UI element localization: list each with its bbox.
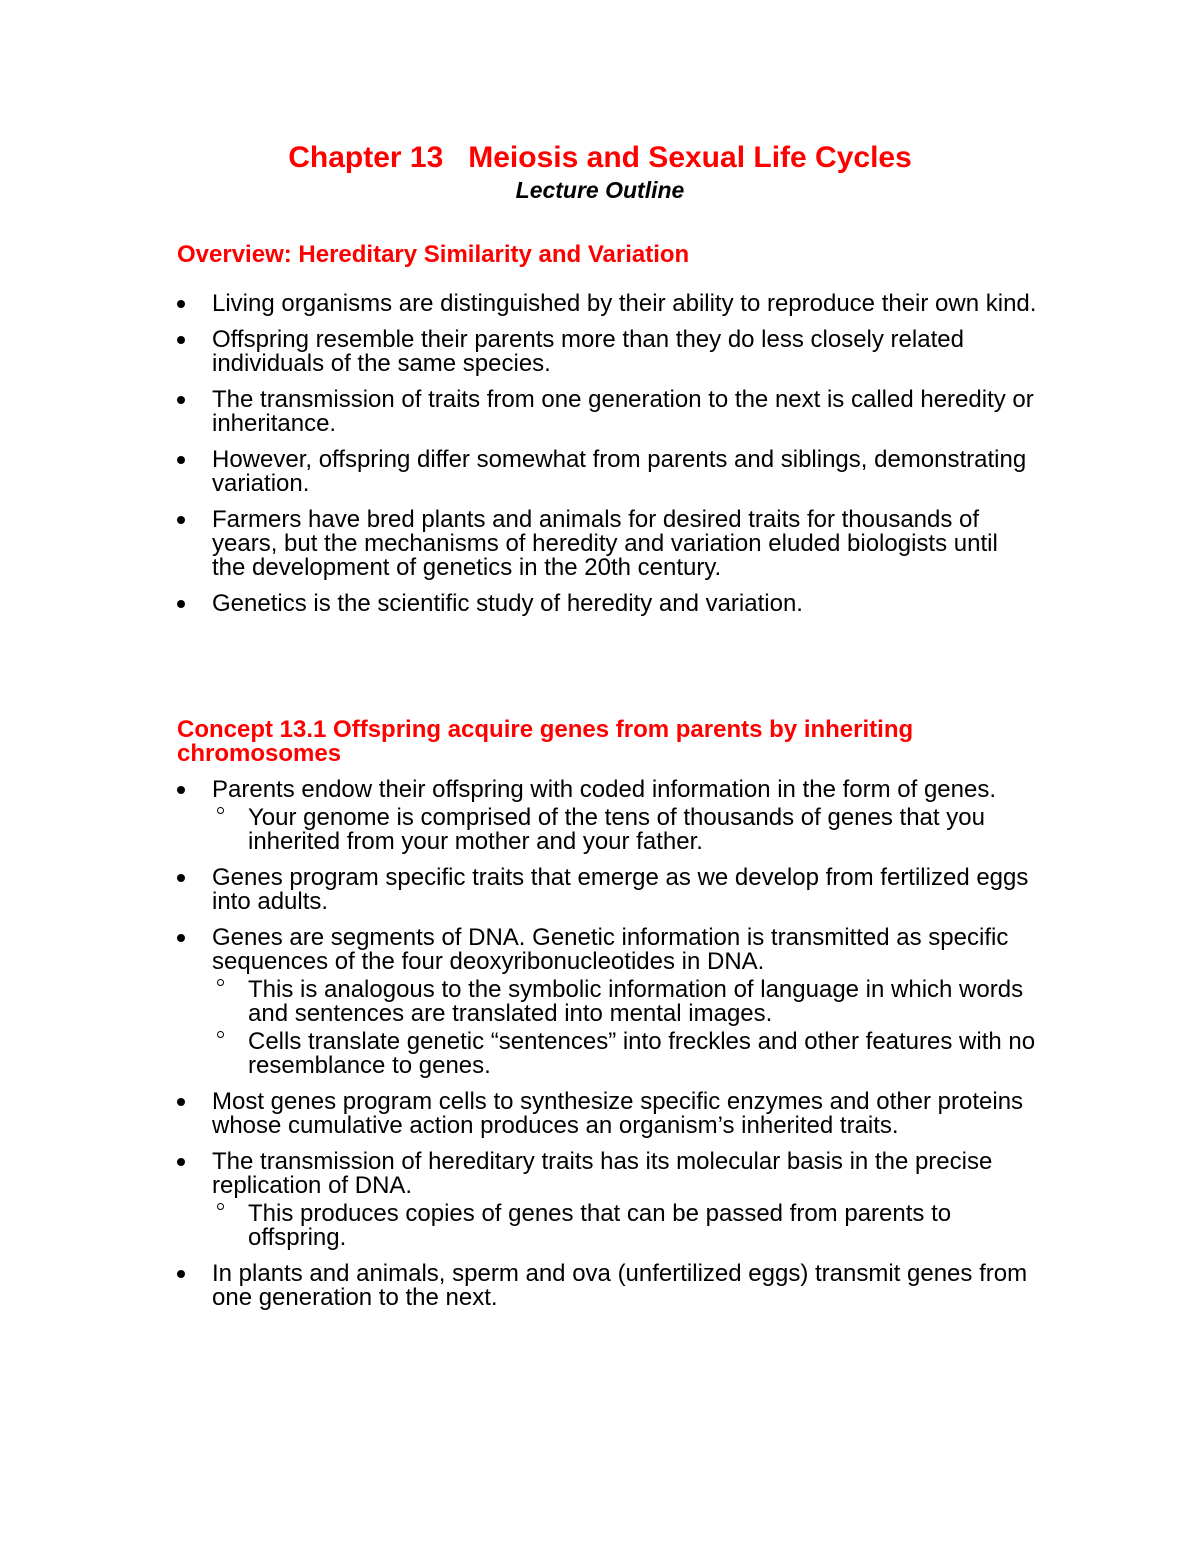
- sub-bullet-item: [212, 806, 1037, 854]
- sub-bullet-ring-icon: [217, 807, 224, 814]
- section-heading: Concept 13.1 Offspring acquire genes from parents by inheriting chromosomes: [177, 716, 914, 767]
- chapter-title: Chapter 13 Meiosis and Sexual Life Cycles: [288, 141, 912, 174]
- bullet-item: [177, 926, 1037, 1078]
- bullet-item: [177, 328, 1037, 376]
- bullet-text: In plants and animals, sperm and ova (unfertilized eggs) transmit genes from one generation to the next.: [212, 1260, 1028, 1311]
- bullet-item: [177, 866, 1037, 914]
- bullet-text: The transmission of traits from one generation to the next is called heredity or inheritance.: [212, 386, 1034, 437]
- bullet-text: However, offspring differ somewhat from parents and siblings, demonstrating variation.: [212, 446, 1027, 497]
- sub-bullet-list: [212, 1202, 1037, 1250]
- bullet-dot-icon: [177, 456, 185, 464]
- sub-bullet-ring-icon: [217, 979, 224, 986]
- bullet-item: [177, 388, 1037, 436]
- sub-bullet-list: [212, 978, 1037, 1078]
- chapter-subtitle: Lecture Outline: [515, 177, 685, 203]
- bullet-text: Most genes program cells to synthesize specific enzymes and other proteins whose cumulative action produces an organism’s inherited traits.: [212, 1088, 1024, 1139]
- bullet-item: [177, 778, 1037, 854]
- bullet-dot-icon: [177, 934, 185, 942]
- bullet-text: The transmission of hereditary traits has its molecular basis in the precise replication of DNA.: [212, 1148, 993, 1199]
- bullet-text: Genes program specific traits that emerge as we develop from fertilized eggs into adults.: [212, 864, 1029, 915]
- bullet-dot-icon: [177, 600, 185, 608]
- sub-bullet-item: [212, 1030, 1037, 1078]
- sub-bullet-text: Your genome is comprised of the tens of thousands of genes that you inherited from your mother and your father.: [248, 804, 985, 855]
- bullet-item: [177, 508, 1037, 580]
- bullet-dot-icon: [177, 1158, 185, 1166]
- bullet-dot-icon: [177, 396, 185, 404]
- section-concept-13-1: [177, 718, 1037, 1322]
- bullet-dot-icon: [177, 336, 185, 344]
- bullet-list: [177, 292, 1037, 616]
- section-heading: Overview: Hereditary Similarity and Variation: [177, 241, 690, 268]
- bullet-dot-icon: [177, 516, 185, 524]
- bullet-dot-icon: [177, 1098, 185, 1106]
- bullet-dot-icon: [177, 1270, 185, 1278]
- title-block: [0, 140, 1200, 204]
- sub-bullet-text: This produces copies of genes that can be passed from parents to offspring.: [248, 1200, 952, 1251]
- bullet-item: [177, 448, 1037, 496]
- bullet-list: [177, 778, 1037, 1310]
- bullet-dot-icon: [177, 786, 185, 794]
- bullet-dot-icon: [177, 300, 185, 308]
- sub-bullet-text: Cells translate genetic “sentences” into freckles and other features with no resemblance to genes.: [248, 1028, 1036, 1079]
- bullet-item: [177, 1150, 1037, 1250]
- sub-bullet-item: [212, 1202, 1037, 1250]
- sub-bullet-list: [212, 806, 1037, 854]
- sub-bullet-text: This is analogous to the symbolic information of language in which words and sentences are translated into mental images.: [248, 976, 1024, 1027]
- bullet-text: Offspring resemble their parents more than they do less closely related individuals of the same species.: [212, 326, 964, 377]
- sub-bullet-ring-icon: [217, 1031, 224, 1038]
- sub-bullet-ring-icon: [217, 1203, 224, 1210]
- bullet-text: Farmers have bred plants and animals for desired traits for thousands of years, but the mechanisms of heredity and variation eluded biologists until the development of genetics in the 20th century.: [212, 506, 998, 581]
- section-overview: [177, 243, 1037, 628]
- bullet-dot-icon: [177, 874, 185, 882]
- bullet-text: Genetics is the scientific study of heredity and variation.: [212, 590, 803, 617]
- bullet-text: Genes are segments of DNA. Genetic information is transmitted as specific sequences of the four deoxyribonucleotides in DNA.: [212, 924, 1009, 975]
- sub-bullet-item: [212, 978, 1037, 1026]
- bullet-item: [177, 1262, 1037, 1310]
- bullet-text: Parents endow their offspring with coded information in the form of genes.: [212, 776, 996, 803]
- bullet-item: [177, 1090, 1037, 1138]
- bullet-item: [177, 592, 1037, 616]
- bullet-item: [177, 292, 1037, 316]
- bullet-text: Living organisms are distinguished by their ability to reproduce their own kind.: [212, 290, 1037, 317]
